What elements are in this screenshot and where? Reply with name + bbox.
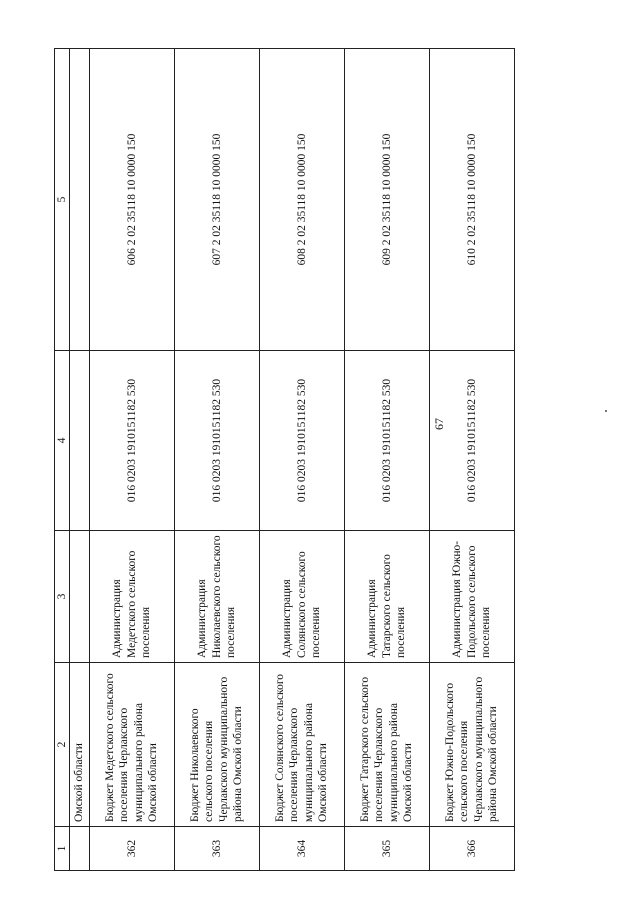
- budget-cell: Бюджет Солянского сельского поселения Черлакского муниципального района Омской области: [259, 663, 344, 827]
- scan-speck: [605, 410, 607, 412]
- page-number: 67: [432, 418, 446, 430]
- administrator-cell: Администрация Южно-Подольского сельского поселения: [429, 531, 514, 663]
- row-number: 364: [259, 827, 344, 871]
- table-row: [259, 49, 344, 871]
- subheader-cell: Омской области: [70, 663, 89, 827]
- row-number: 363: [174, 827, 259, 871]
- row-number: 362: [89, 827, 174, 871]
- revenue-code-cell: 609 2 02 35118 10 0000 150: [344, 49, 429, 351]
- table-row: [174, 49, 259, 871]
- header-row: [55, 49, 70, 871]
- row-number: 366: [429, 827, 514, 871]
- row-number: 365: [344, 827, 429, 871]
- column-header: 5: [55, 49, 70, 351]
- administrator-cell: Администрация Татарского сельского поселения: [344, 531, 429, 663]
- budget-cell: Бюджет Медетского сельского поселения Черлакского муниципального района Омской области: [89, 663, 174, 827]
- column-header: 3: [55, 531, 70, 663]
- budget-cell: Бюджет Татарского сельского поселения Черлакского муниципального района Омской области: [344, 663, 429, 827]
- revenue-code-cell: 610 2 02 35118 10 0000 150: [429, 49, 514, 351]
- budget-table: [54, 48, 515, 871]
- table-row: [89, 49, 174, 871]
- subheader-row: [70, 49, 89, 871]
- administrator-cell: Администрация Медетского сельского поселения: [89, 531, 174, 663]
- classification-code-cell: 016 0203 1910151182 530: [344, 351, 429, 531]
- column-header: 1: [55, 827, 70, 871]
- administrator-cell: Администрация Николаевского сельского поселения: [174, 531, 259, 663]
- revenue-code-cell: 607 2 02 35118 10 0000 150: [174, 49, 259, 351]
- revenue-code-cell: 606 2 02 35118 10 0000 150: [89, 49, 174, 351]
- table-row: [344, 49, 429, 871]
- revenue-code-cell: 608 2 02 35118 10 0000 150: [259, 49, 344, 351]
- administrator-cell: Администрация Солянского сельского поселения: [259, 531, 344, 663]
- classification-code-cell: 016 0203 1910151182 530: [429, 351, 514, 531]
- budget-cell: Бюджет Южно-Подольского сельского поселения Черлакского муниципального района Омской области: [429, 663, 514, 827]
- classification-code-cell: 016 0203 1910151182 530: [89, 351, 174, 531]
- column-header: 2: [55, 663, 70, 827]
- budget-cell: Бюджет Николаевского сельского поселения Черлакского муниципального района Омской области: [174, 663, 259, 827]
- column-header: 4: [55, 351, 70, 531]
- table-row: [429, 49, 514, 871]
- classification-code-cell: 016 0203 1910151182 530: [174, 351, 259, 531]
- classification-code-cell: 016 0203 1910151182 530: [259, 351, 344, 531]
